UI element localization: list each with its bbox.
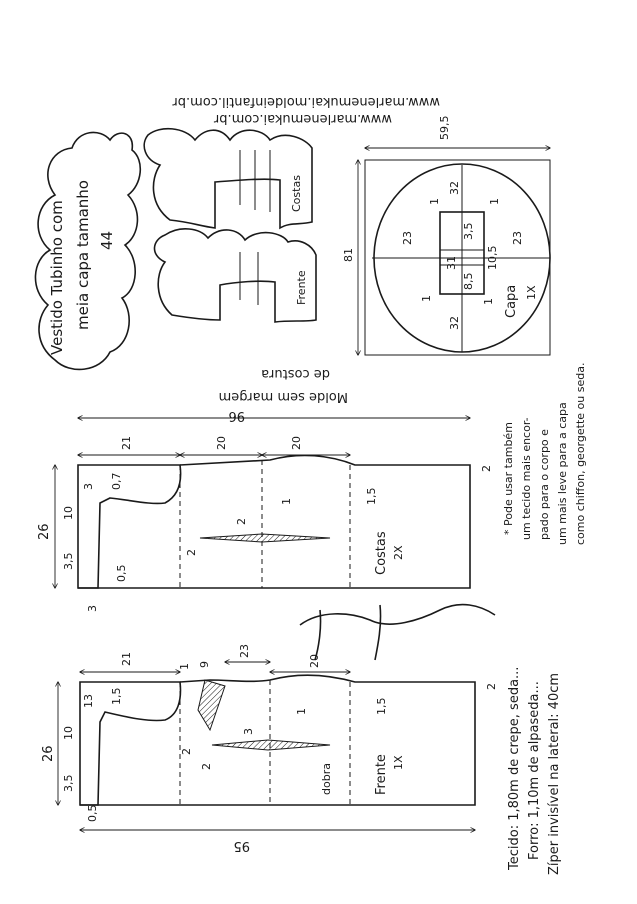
tip-line-1: * Pode usar também [502, 422, 515, 535]
cape-d1-d: 1 [482, 298, 495, 305]
cape-width: 59,5 [438, 115, 451, 140]
cape-d32-bottom: 32 [448, 316, 461, 330]
cape-d105: 10,5 [486, 245, 499, 270]
seam-note-line-2: de costura [261, 366, 330, 381]
back-d20-a: 20 [215, 436, 228, 450]
back-d20-b: 20 [290, 436, 303, 450]
cape-d35: 3,5 [462, 222, 475, 240]
back-d15: 1,5 [365, 487, 378, 505]
tip-line-5: como chiffon, georgette ou seda. [574, 362, 587, 545]
back-d3: 3 [82, 483, 95, 490]
materials-line-1: Tecido: 1,80m de crepe, seda... [507, 666, 522, 870]
tip-line-4: um mais leve para a capa [556, 402, 569, 545]
front-d05: 0,5 [86, 804, 99, 822]
sketch-front [154, 229, 316, 322]
sketch-front-label: Frente [295, 270, 308, 305]
cape-d1-c: 1 [420, 295, 433, 302]
cape-d31: 31 [445, 256, 458, 270]
sketch-back [144, 129, 312, 228]
front-d35: 3,5 [62, 774, 75, 792]
front-d20: 20 [308, 654, 321, 668]
website-2: www.marlenemukai.moldeinfantil.com.br [172, 94, 440, 109]
cape-d23-left: 23 [401, 231, 414, 245]
cape-d1-b: 1 [488, 198, 501, 205]
back-d2-hem: 2 [480, 465, 493, 472]
front-width: 26 [41, 745, 56, 762]
front-pattern [41, 644, 498, 853]
front-d15: 1,5 [375, 697, 388, 715]
title-size: 44 [98, 230, 116, 250]
front-qty: 1X [392, 755, 405, 770]
cape-d32-top: 32 [448, 181, 461, 195]
website-1: www.marlenemukai.com.br [213, 111, 392, 126]
front-d13: 13 [82, 694, 95, 708]
front-length: 95 [233, 838, 250, 853]
front-d1-b: 1 [295, 708, 308, 715]
back-pattern [37, 408, 493, 612]
cape-height: 81 [342, 248, 355, 262]
back-dart-2: 2 [235, 518, 248, 525]
seam-note [219, 366, 348, 404]
back-qty: 2X [392, 545, 405, 560]
cape-d1-a: 1 [428, 198, 441, 205]
seam-note-line-1: Molde sem margem [218, 389, 348, 404]
sketch-back-label: Costas [290, 175, 303, 212]
back-length: 96 [228, 408, 245, 423]
back-d3-bottom: 3 [86, 605, 99, 612]
tip-line-2: um tecido mais encor- [520, 417, 533, 540]
front-d15-neck: 1,5 [110, 687, 123, 705]
tip-line-3: pado para o corpo e [538, 429, 551, 540]
back-d07: 0,7 [110, 472, 123, 490]
front-d10: 10 [62, 726, 75, 740]
materials [507, 667, 562, 875]
front-label: Frente [374, 754, 389, 795]
back-d05: 0,5 [115, 564, 128, 582]
title-line-2: meia capa tamanho [74, 180, 92, 330]
back-d35: 3,5 [62, 552, 75, 570]
title-cloud [35, 132, 140, 369]
tip-note [502, 363, 587, 545]
back-label: Costas [374, 531, 389, 575]
signature [300, 573, 495, 668]
front-dart-3: 3 [242, 728, 255, 735]
front-fold: dobra [320, 763, 333, 795]
front-d2-hem: 2 [485, 683, 498, 690]
front-d2-b: 2 [200, 763, 213, 770]
cape-pattern [342, 116, 550, 356]
materials-line-3: Zíper invisível na lateral: 40cm [547, 672, 562, 875]
cape-qty: 1X [525, 285, 538, 300]
websites [172, 94, 440, 126]
back-d21: 21 [120, 436, 133, 450]
front-d2: 2 [180, 748, 193, 755]
back-width: 26 [37, 523, 52, 540]
back-d10: 10 [62, 506, 75, 520]
back-d2-b: 2 [185, 549, 198, 556]
title-line-1: Vestido Tubinho com [48, 200, 66, 355]
cape-d23-right: 23 [511, 231, 524, 245]
cape-d85: 8,5 [462, 272, 475, 290]
front-d21: 21 [120, 652, 133, 666]
back-d1: 1 [280, 498, 293, 505]
front-d1: 1 [178, 663, 191, 670]
cape-label: Capa [504, 284, 519, 318]
materials-line-2: Forro: 1,10m de alpaseda... [527, 681, 542, 860]
front-d23: 23 [238, 644, 251, 658]
front-d9: 9 [198, 661, 211, 668]
